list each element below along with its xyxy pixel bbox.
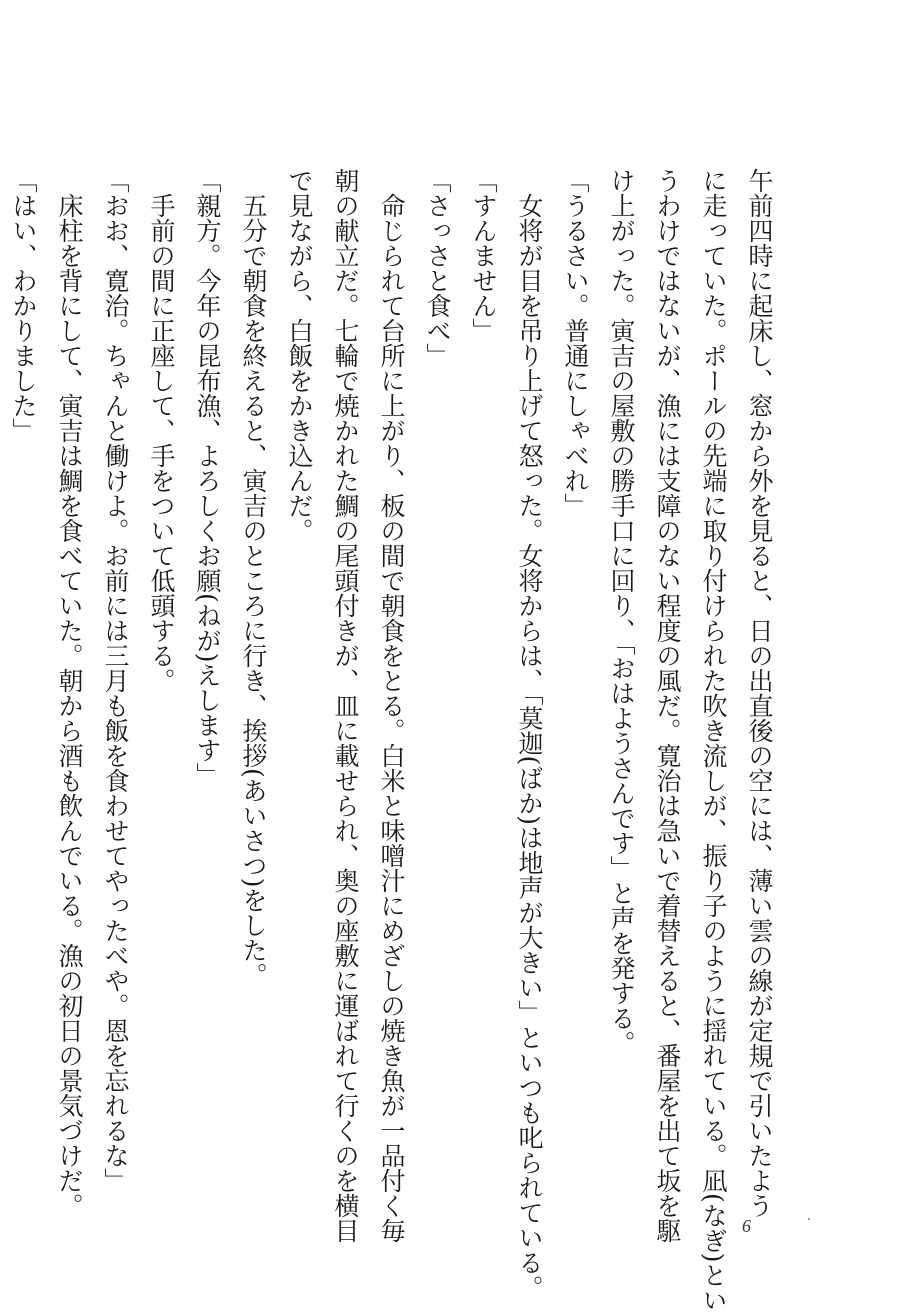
- text-line-2: に走っていた。ポールの先端に取り付けられた吹き流しが、振り子のように揺れている。凪(なぎ)とい: [699, 168, 728, 1313]
- text-line-5: 「うるさい。普通にしゃべれ」: [561, 168, 590, 518]
- page-number: 6: [742, 1216, 751, 1236]
- text-line-15: 「おお、寛治。ちゃんと働けよ。お前には三月も飯を食わせてやったべや。恩を忘れるな」: [101, 168, 130, 1193]
- print-mark: [808, 1218, 810, 1220]
- text-line-8: 「さっさと食べ」: [423, 168, 452, 368]
- text-line-9: 命じられて台所に上がり、板の間で朝食をとる。白米と味噌汁にめざしの焼き魚が一品付く毎: [377, 168, 406, 1243]
- text-line-1: 午前四時に起床し、窓から外を見ると、日の出直後の空には、薄い雲の線が定規で引いたよう: [745, 168, 774, 1218]
- text-line-3: うわけではないが、漁には支障のない程度の風だ。寛治は急いで着替えると、番屋を出て坂を駆: [653, 168, 682, 1243]
- text-line-6: 女将が目を吊り上げて怒った。女将からは、「莫迦(ばか)は地声が大きい」といつも叱られている。: [515, 168, 544, 1301]
- text-line-12: 五分で朝食を終えると、寅吉のところに行き、挨拶(あいさつ)をした。: [239, 168, 268, 988]
- text-line-16: 床柱を背にして、寅吉は鯛を食べていた。朝から酒も飲んでいる。漁の初日の景気づけだ。: [55, 168, 84, 1218]
- text-line-17: 「はい、わかりました」: [9, 168, 38, 443]
- text-line-11: で見ながら、白飯をかき込んだ。: [285, 168, 314, 543]
- text-line-4: け上がった。寅吉の屋敷の勝手口に回り、「おはようさんです」と声を発する。: [607, 168, 636, 1056]
- body-text: [9, 168, 782, 1313]
- text-line-10: 朝の献立だ。七輪で焼かれた鯛の尾頭付きが、皿に載せられ、奥の座敷に運ばれて行くのを横目: [331, 168, 360, 1243]
- text-line-13: 「親方。今年の昆布漁、よろしくお願(ねが)えします」: [193, 168, 222, 788]
- text-line-7: 「すんません」: [469, 168, 498, 343]
- text-line-14: 手前の間に正座して、手をついて低頭する。: [147, 168, 176, 693]
